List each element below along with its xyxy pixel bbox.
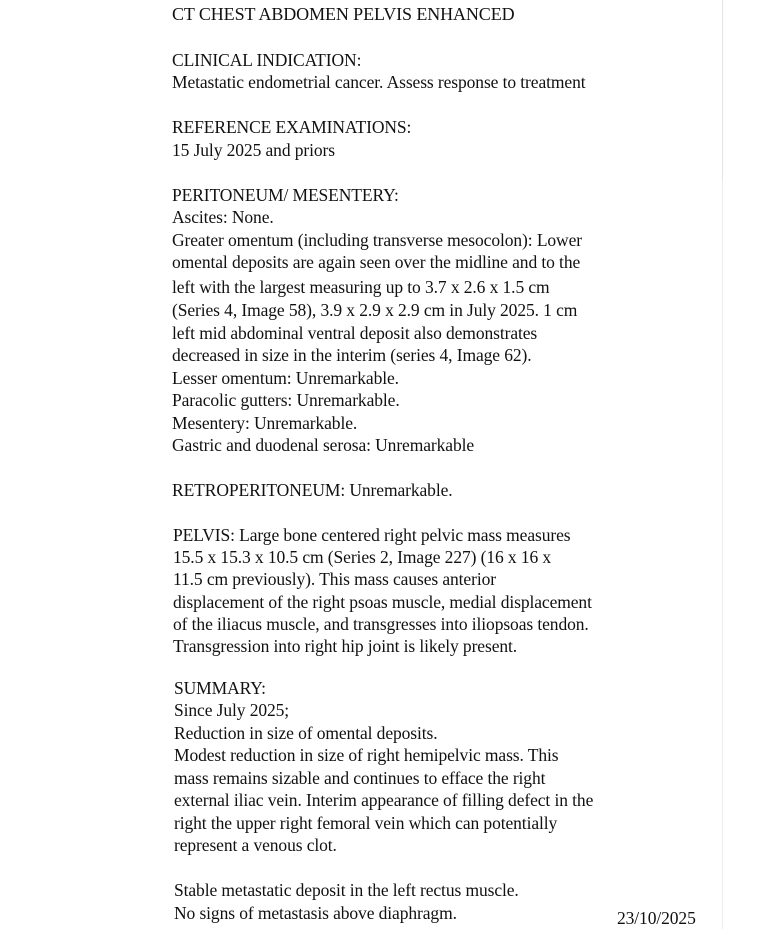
summary-line: mass remains sizable and continues to efface the right xyxy=(174,768,546,788)
peritoneum-line: Lesser omentum: Unremarkable. xyxy=(172,368,399,388)
right-edge-divider-upper xyxy=(722,0,723,180)
pelvis-line: of the iliacus muscle, and transgresses into iliopsoas tendon. xyxy=(173,614,589,634)
peritoneum-line: left mid abdominal ventral deposit also demonstrates xyxy=(172,323,538,343)
right-edge-divider-lower xyxy=(722,180,723,929)
clinical-indication-heading: CLINICAL INDICATION: xyxy=(172,50,362,70)
peritoneum-line: omental deposits are again seen over the midline and to the xyxy=(172,252,581,272)
summary-closing-line: No signs of metastasis above diaphragm. xyxy=(174,903,457,923)
clinical-indication-text: Metastatic endometrial cancer. Assess response to treatment xyxy=(172,72,586,92)
summary-line: represent a venous clot. xyxy=(174,835,337,855)
summary-closing-line: Stable metastatic deposit in the left rectus muscle. xyxy=(174,880,519,900)
peritoneum-line: (Series 4, Image 58), 3.9 x 2.9 x 2.9 cm in July 2025. 1 cm xyxy=(172,300,578,320)
pelvis-line: 11.5 cm previously). This mass causes anterior xyxy=(173,569,496,589)
reference-heading: REFERENCE EXAMINATIONS: xyxy=(172,117,412,137)
peritoneum-line: Greater omentum (including transverse mesocolon): Lower xyxy=(172,230,582,250)
report-date: 23/10/2025 xyxy=(617,908,696,928)
pelvis-line: displacement of the right psoas muscle, medial displacement xyxy=(173,592,592,612)
reference-text: 15 July 2025 and priors xyxy=(172,140,335,160)
pelvis-line: Transgression into right hip joint is likely present. xyxy=(173,636,518,656)
peritoneum-line: Ascites: None. xyxy=(172,207,274,227)
peritoneum-line: Mesentery: Unremarkable. xyxy=(172,413,358,433)
pelvis-line: 15.5 x 15.3 x 10.5 cm (Series 2, Image 227) (16 x 16 x xyxy=(173,547,552,567)
peritoneum-heading: PERITONEUM/ MESENTERY: xyxy=(172,185,399,205)
report-title: CT CHEST ABDOMEN PELVIS ENHANCED xyxy=(172,4,515,24)
peritoneum-line: Gastric and duodenal serosa: Unremarkable xyxy=(172,435,475,455)
peritoneum-line: left with the largest measuring up to 3.7 x 2.6 x 1.5 cm xyxy=(172,277,550,297)
summary-line: Modest reduction in size of right hemipelvic mass. This xyxy=(174,745,559,765)
retroperitoneum-text: RETROPERITONEUM: Unremarkable. xyxy=(172,480,453,500)
summary-line: external iliac vein. Interim appearance of filling defect in the xyxy=(174,790,594,810)
summary-line: right the upper right femoral vein which can potentially xyxy=(174,813,558,833)
peritoneum-line: decreased in size in the interim (series 4, Image 62). xyxy=(172,345,532,365)
summary-line: Since July 2025; xyxy=(174,700,290,720)
summary-line: Reduction in size of omental deposits. xyxy=(174,723,438,743)
pelvis-line: PELVIS: Large bone centered right pelvic mass measures xyxy=(173,525,571,545)
summary-heading: SUMMARY: xyxy=(174,678,266,698)
peritoneum-line: Paracolic gutters: Unremarkable. xyxy=(172,390,400,410)
